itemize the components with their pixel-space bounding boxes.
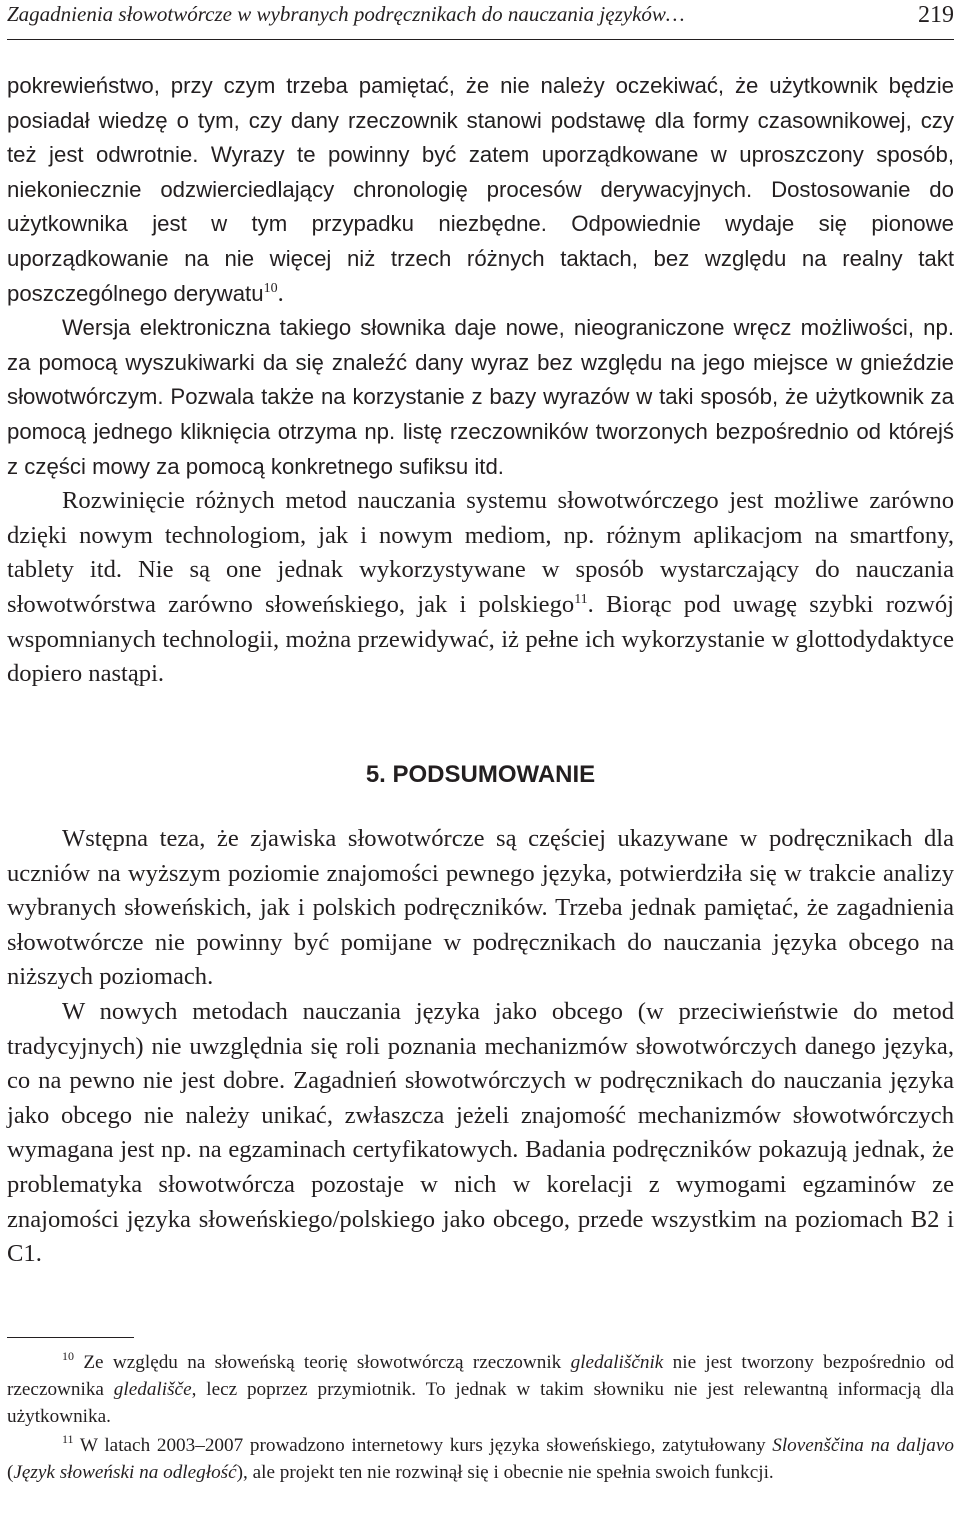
header-divider: [7, 39, 954, 40]
section-5-body: [7, 822, 954, 1272]
footnote-10-text-2: nie jest tworzony bezpośrednio od rzeczownika: [7, 1352, 955, 1400]
footnote-10-text-3: , lecz poprzez przymiotnik. To jednak w takim słowniku nie jest relewantną informacją dla użytkownika.: [7, 1379, 954, 1427]
paragraph-3-end: . Biorąc pod uwagę szybki rozwój wspomnianych technologii, można przewidywać, iż pełne ich wykorzystanie w glottodydaktyce dopiero nastąpi.: [7, 590, 954, 688]
page-number: 219: [918, 2, 954, 28]
paragraph-1: [7, 69, 954, 311]
footnote-11-text: W latach 2003–2007 prowadzono internetowy kurs języka słoweńskiego, zatytułowany: [73, 1435, 773, 1456]
summary-paragraph-1: Wstępna teza, że zjawiska słowotwórcze są częściej ukazywane w podręcznikach dla uczniów na wyższym poziomie znajomości pewnego języka, potwierdziła się w trakcie analizy wybranych słoweńskich, jak i polskich podręczników. Trzeba jednak pamiętać, że zagadnienia słowotwórcze nie powinny być pomijane w podręcznikach do nauczania języka obcego na niższych poziomach.: [7, 825, 954, 991]
footnote-ref-10: 10: [263, 280, 278, 296]
paragraph-1-text: pokrewieństwo, przy czym trzeba pamiętać, że nie należy oczekiwać, że użytkownik będzie posiadał wiedzę o tym, czy dany rzeczownik stanowi podstawę dla formy czasownikowej, czy też jest odwrotnie. Wyrazy te powinny być zatem uporządkowane w uproszczony sposób, niekoniecznie odzwierciedlający chronologię procesów derywacyjnych. Dostosowanie do użytkownika jest w tym przypadku niezbędne. Odpowiednie wydaje się pionowe uporządkowanie na nie więcej niż trzech różnych taktach, bez względu na realny takt poszczególnego derywatu: [7, 73, 954, 306]
footnote-divider: [7, 1337, 134, 1338]
footnote-ref-11: 11: [574, 591, 588, 607]
running-header: [7, 2, 954, 36]
footnote-11-course-title: Slovenščina na daljavo: [772, 1435, 954, 1456]
paragraph-3: [7, 484, 954, 692]
paragraph-1-end: .: [277, 279, 284, 307]
footnotes: [7, 1349, 954, 1486]
paragraph-3-text: Rozwinięcie różnych metod nauczania systemu słowotwórczego jest możliwe zarówno dzięki nowym technologiom, jak i nowym mediom, np. różnym aplikacjom na smartfony, tablety itd. Nie są one jednak wykorzystywane w sposób wystarczający do nauczania słowotwórstwa zarówno słoweńskiego, jak i polskiego: [7, 487, 954, 618]
footnote-11-text-2: (: [7, 1462, 14, 1483]
footnote-11-course-title-pl: Język słoweński na odległość: [13, 1462, 237, 1483]
paragraph-2: [7, 311, 954, 484]
footnote-11-text-3: ), ale projekt ten nie rozwinął się i obecnie nie spełnia swoich funkcji.: [236, 1462, 774, 1483]
footnote-10-text: Ze względu na słoweńską teorię słowotwórczą rzeczownik: [74, 1352, 571, 1373]
footnote-11: [7, 1432, 954, 1486]
section-heading: 5. PODSUMOWANIE: [365, 761, 596, 788]
footnote-10-number: 10: [62, 1349, 74, 1364]
summary-paragraph-2: W nowych metodach nauczania języka jako obcego (w przeciwieństwie do metod tradycyjnych) nie uwzględnia się roli poznania mechanizmów słowotwórczych danego języka, co na pewno nie jest dobre. Zagadnień słowotwórczych w podręcznikach do nauczania języka jako obcego nie należy unikać, zwłaszcza jeżeli znajomość mechanizmów słowotwórczych wymagana jest np. na egzaminach certyfikatowych. Badania podręczników pokazują jednak, że problematyka słowotwórcza pozostaje w nich w korelacji z wymogami egzaminów ze znajomości języka słoweńskiego/polskiego jako obcego, przede wszystkim na poziomach B2 i C1.: [7, 997, 954, 1268]
footnote-10-term-2: gledališče: [113, 1379, 192, 1400]
footnote-11-number: 11: [62, 1432, 74, 1447]
footnote-10-term-1: gledališčnik: [570, 1352, 664, 1373]
section-4-continuation: [7, 69, 954, 692]
running-title: Zagadnienia słowotwórcze w wybranych podręcznikach do nauczania języków…: [7, 2, 685, 26]
footnote-10: [7, 1349, 954, 1430]
paragraph-2-text: Wersja elektroniczna takiego słownika daje nowe, nieograniczone wręcz możliwości, np. za pomocą wyszukiwarki da się znaleźć dany wyraz bez względu na jego miejsce w gnieździe słowotwórczym. Pozwala także na korzystanie z bazy wyrazów w taki sposób, że użytkownik za pomocą jednego kliknięcia otrzyma np. listę rzeczowników tworzonych bezpośrednio od którejś z części mowy za pomocą konkretnego sufiksu itd.: [7, 315, 954, 479]
